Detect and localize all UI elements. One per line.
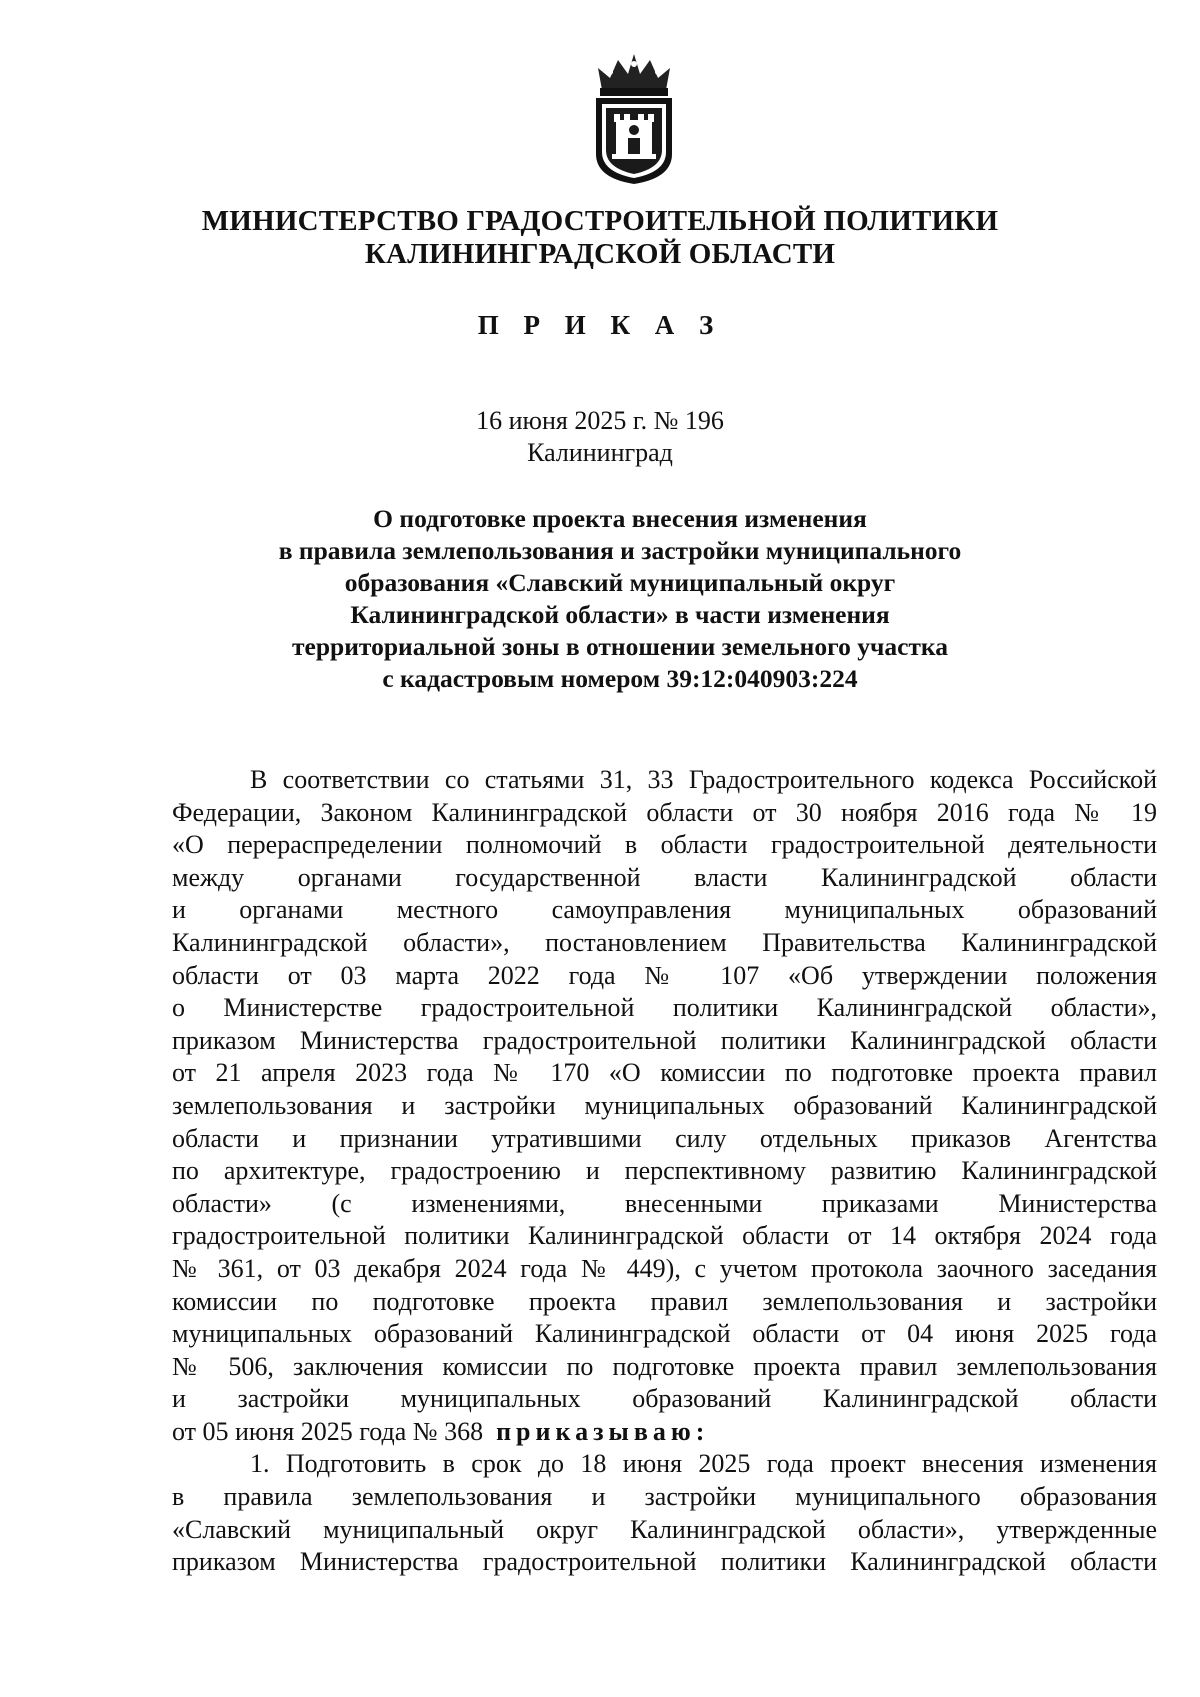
item-1-line: «Славский муниципальный округ Калининградской области», утвержденные <box>172 1514 1157 1544</box>
ministry-name <box>0 205 1200 271</box>
order-word: приказываю: <box>496 1416 710 1446</box>
order-title: П Р И К А З <box>477 310 723 340</box>
order-city: Калининград <box>527 438 673 467</box>
final-line-prefix: от 05 июня 2025 года № 368 <box>172 1416 484 1446</box>
body-line: и органами местного самоуправления муниципальных образований <box>172 895 1157 925</box>
body-line: по архитектуре, градостроению и перспективному развитию Калининградской <box>172 1156 1157 1186</box>
body-line: муниципальных образований Калининградской области от 04 июня 2025 года <box>172 1319 1157 1349</box>
subject-line: в правила землепользования и застройки муниципального <box>278 536 962 565</box>
subject-line: О подготовке проекта внесения изменения <box>373 504 867 533</box>
body-line: от 21 апреля 2023 года № 170 «О комиссии по подготовке проекта правил <box>172 1058 1157 1088</box>
body-line: комиссии по подготовке проекта правил землепользования и застройки <box>172 1286 1157 1316</box>
ministry-line-2: КАЛИНИНГРАДСКОЙ ОБЛАСТИ <box>364 238 836 270</box>
body-line: области и признании утратившими силу отдельных приказов Агентства <box>172 1123 1157 1153</box>
body-line: Калининградской области», постановлением Правительства Калининградской <box>172 927 1157 957</box>
order-dateline <box>0 405 1200 469</box>
body-line: В соответствии со статьями 31, 33 Градостроительного кодекса Российской <box>250 765 1157 794</box>
item-1-line: в правила землепользования и застройки муниципального образования <box>172 1482 1157 1512</box>
body-line: № 361, от 03 декабря 2024 года № 449), с учетом протокола заочного заседания <box>172 1253 1157 1283</box>
item-1-line: 1. Подготовить в срок до 18 июня 2025 года проект внесения изменения <box>250 1449 1157 1479</box>
body-line: градостроительной политики Калининградской области от 14 октября 2024 года <box>172 1221 1157 1251</box>
body-line-final <box>172 1416 1157 1449</box>
body-line: между органами государственной власти Калининградской области <box>172 862 1157 892</box>
subject-line: образования «Славский муниципальный округ <box>344 568 896 597</box>
ministry-line-1: МИНИСТЕРСТВО ГРАДОСТРОИТЕЛЬНОЙ ПОЛИТИКИ <box>201 205 999 237</box>
order-subject <box>190 503 1050 695</box>
subject-line: территориальной зоны в отношении земельного участка <box>292 632 948 661</box>
body-line: «О перераспределении полномочий в области градостроительной деятельности <box>172 830 1157 860</box>
body-line: о Министерстве градостроительной политики Калининградской области», <box>172 993 1157 1023</box>
body-line: землепользования и застройки муниципальных образований Калининградской <box>172 1090 1157 1120</box>
coat-of-arms-icon <box>588 50 680 186</box>
body-line: приказом Министерства градостроительной политики Калининградской области <box>172 1025 1157 1055</box>
order-date-number: 16 июня 2025 г. № 196 <box>476 406 724 435</box>
body-line: № 506, заключения комиссии по подготовке проекта правил землепользования <box>172 1351 1157 1381</box>
item-1-line: приказом Министерства градостроительной политики Калининградской области <box>172 1547 1157 1577</box>
subject-line: с кадастровым номером 39:12:040903:224 <box>382 664 858 693</box>
body-line: области» (с изменениями, внесенными приказами Министерства <box>172 1188 1157 1218</box>
body-line: области от 03 марта 2022 года № 107 «Об утверждении положения <box>172 960 1157 990</box>
body-line: и застройки муниципальных образований Калининградской области <box>172 1384 1157 1414</box>
subject-line: Калининградской области» в части изменения <box>350 600 890 629</box>
body-line: Федерации, Законом Калининградской области от 30 ноября 2016 года № 19 <box>172 797 1157 827</box>
order-body <box>172 764 1157 1579</box>
